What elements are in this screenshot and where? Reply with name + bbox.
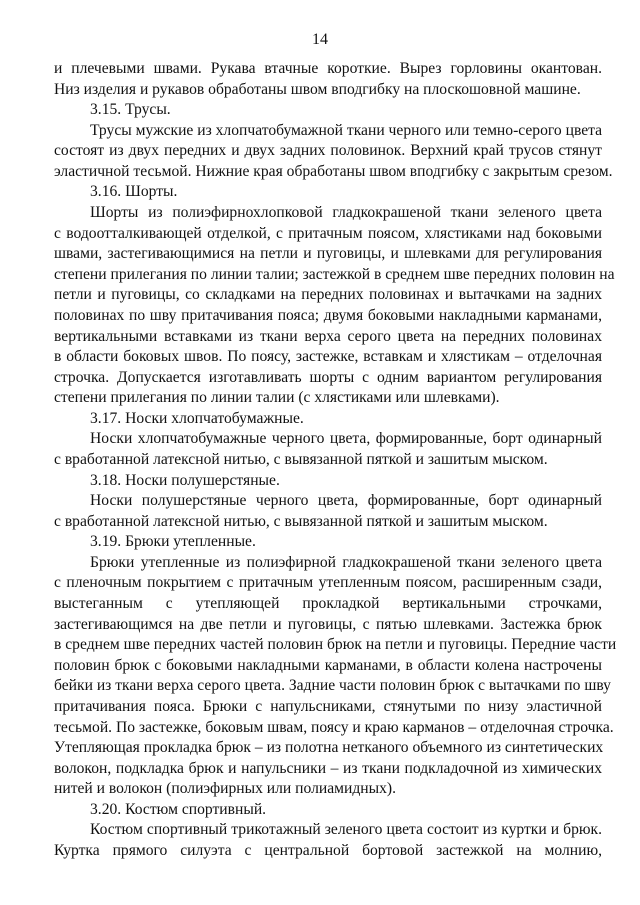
paragraph xyxy=(54,59,602,100)
text-line: швами, застегивающимися на петли и пуговицы, и шлевками для регулирования xyxy=(54,245,602,263)
text-line: Носки хлопчатобумажные черного цвета, формированные, борт одинарный xyxy=(90,430,602,448)
text-line: 3.20. Костюм спортивный. xyxy=(90,800,267,818)
text-line: Носки полушерстяные черного цвета, формированные, борт одинарный xyxy=(90,492,602,510)
text-line: с водоотталкивающей отделкой, с притачным поясом, хлястиками над боковыми xyxy=(54,224,602,242)
text-line: 3.16. Шорты. xyxy=(90,183,178,201)
text-line: Трусы мужские из хлопчатобумажной ткани черного или темно-серого цвета xyxy=(90,121,603,139)
text-line: с вработанной латексной нитью, с вывязанной пяткой и зашитым мыском. xyxy=(54,512,548,530)
text-line: 3.19. Брюки утепленные. xyxy=(90,533,256,551)
text-line: Утепляющая прокладка брюк – из полотна нетканого объемного из синтетических xyxy=(54,739,604,757)
text-line: строчка. Допускается изготавливать шорты с одним вариантом регулирования xyxy=(54,368,602,386)
text-line: нитей и волокон (полиэфирных или полиамидных). xyxy=(54,780,396,798)
text-line: притачивания пояса. Брюки с напульсниками, стянутыми по низу эластичной xyxy=(54,697,602,715)
text-line: и плечевыми швами. Рукава втачные короткие. Вырез горловины окантован. xyxy=(54,60,602,77)
text-line: выстеганным с утепляющей прокладкой вертикальными строчками, xyxy=(54,595,602,613)
text-line: Шорты из полиэфирнохлопковой гладкокрашеной ткани зеленого цвета xyxy=(90,204,602,222)
text-line: волокон, подкладка брюк и напульсники – из ткани подкладочной из химических xyxy=(54,759,602,777)
text-line: 3.15. Трусы. xyxy=(90,101,171,119)
text-line: состоят из двух передних и двух задних половинок. Верхний край трусов стянут xyxy=(54,142,602,160)
text-line: в среднем шве передних частей половин брюк на петли и пуговицы. Передние части xyxy=(54,636,617,654)
paragraph xyxy=(54,553,617,800)
paragraph xyxy=(54,121,613,183)
text-line: Низ изделия и рукавов обработаны швом вподгибку на плоскошовной машине. xyxy=(54,80,581,98)
text-line: с пленочным покрытием с притачным утепленным поясом, расширенным сзади, xyxy=(54,574,602,592)
text-line: 3.18. Носки полушерстяные. xyxy=(90,471,280,489)
section-heading xyxy=(54,182,602,203)
text-line: в области боковых швов. По поясу, застежке, вставкам и хлястикам – отделочная xyxy=(54,348,602,366)
document-body xyxy=(54,59,617,862)
section-heading xyxy=(54,409,602,430)
paragraph xyxy=(54,491,602,532)
paragraph xyxy=(54,429,602,470)
text-line: застегивающимся на две петли и пуговицы, с пятью шлевками. Застежка брюк xyxy=(54,615,602,633)
section-heading xyxy=(54,100,602,121)
text-line: петли и пуговицы, со складками на передних половинах и вытачками на задних xyxy=(54,286,602,304)
text-line: Костюм спортивный трикотажный зеленого цвета состоит из куртки и брюк. xyxy=(90,821,602,839)
text-line: степени прилегания по линии талии (с хлястиками или шлевками). xyxy=(54,389,500,407)
page-number: 14 xyxy=(312,31,328,48)
text-line: тесьмой. По застежке, боковым швам, поясу и краю карманов – отделочная строчка. xyxy=(54,718,614,736)
section-heading xyxy=(54,471,602,492)
text-line: половинах по шву притачивания пояса; двумя боковыми накладными карманами, xyxy=(54,306,602,324)
paragraph xyxy=(54,203,615,409)
section-heading xyxy=(54,532,602,553)
text-line: Куртка прямого силуэта с центральной бортовой застежкой на молнию, xyxy=(54,841,602,859)
text-line: с вработанной латексной нитью, с вывязанной пяткой и зашитым мыском. xyxy=(54,450,548,468)
text-line: степени прилегания по линии талии; застежкой в среднем шве передних половин на xyxy=(54,265,615,283)
section-heading xyxy=(54,800,602,821)
text-line: вертикальными вставками из ткани верха серого цвета на передних половинах xyxy=(54,327,602,345)
text-line: 3.17. Носки хлопчатобумажные. xyxy=(90,409,304,427)
text-line: Брюки утепленные из полиэфирной гладкокрашеной ткани зеленого цвета xyxy=(90,553,602,571)
paragraph xyxy=(54,820,602,861)
text-line: половин брюк с боковыми накладными карманами, в области колена настрочены xyxy=(54,656,602,674)
text-line: эластичной тесьмой. Нижние края обработаны швом вподгибку с закрытым срезом. xyxy=(54,162,613,180)
text-line: бейки из ткани верха серого цвета. Задние части половин брюк с вытачками по шву xyxy=(54,677,611,695)
